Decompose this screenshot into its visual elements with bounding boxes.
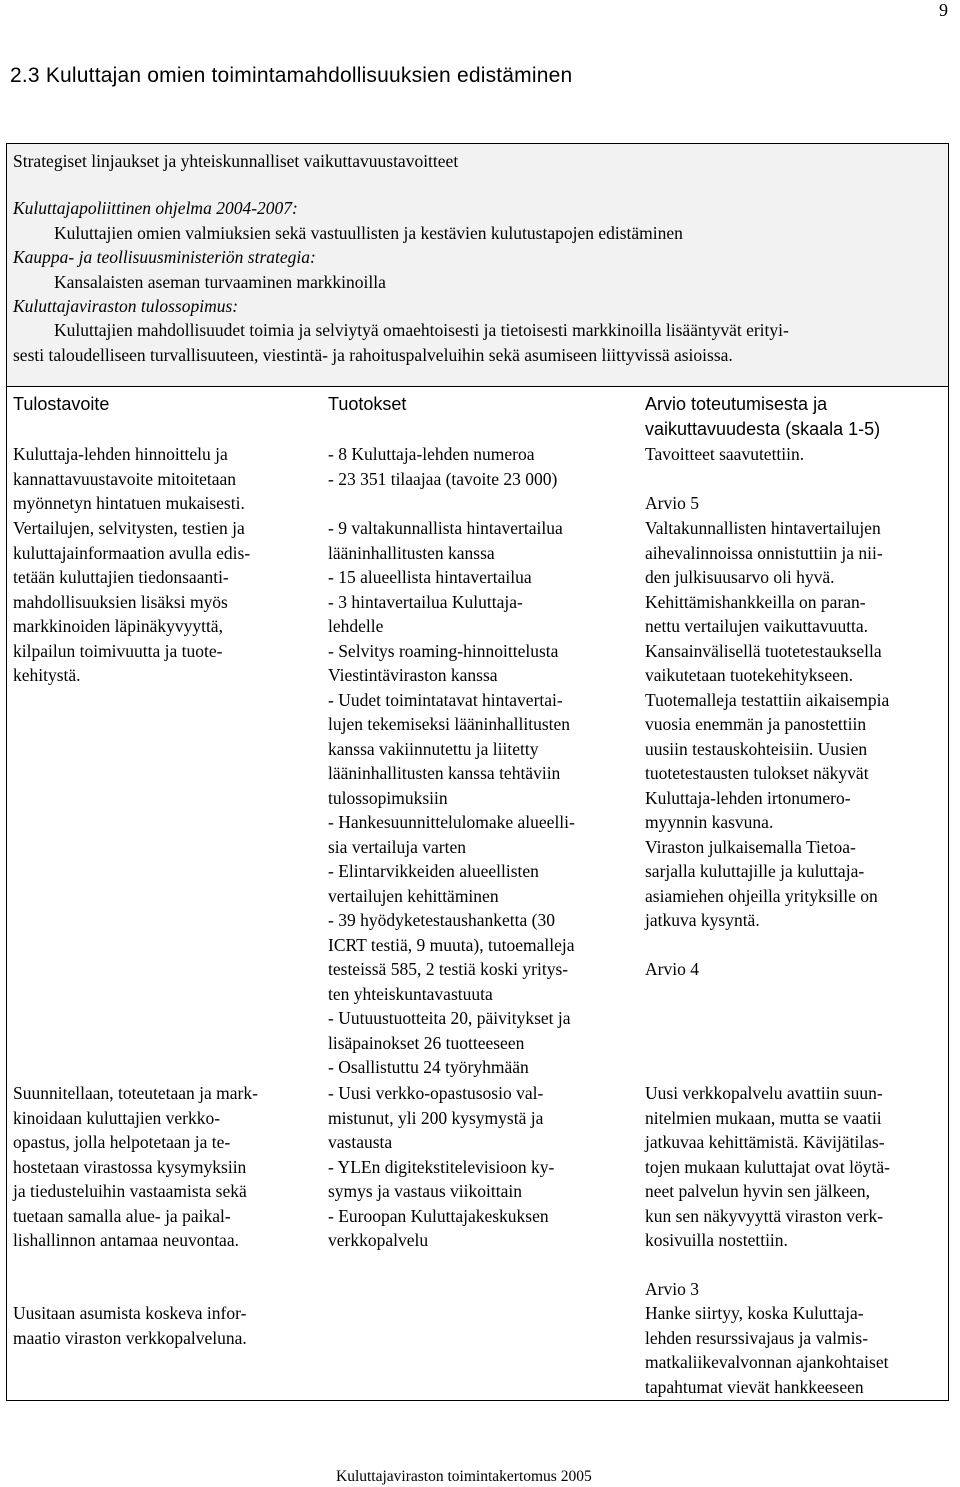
row1-assessment: Tavoitteet saavutettiin. Arvio 5 xyxy=(645,444,805,513)
strategy-title: Strategiset linjaukset ja yhteiskunnalliset vaikuttavuustavoitteet xyxy=(13,151,459,171)
row2-assessment: Valtakunnallisten hintavertailujen aihevalinnoissa onnistuttiin ja nii- den julkisuusarvo oli hyvä. Kehittämishankkeilla on paran- nettu vertailujen vaikuttavuutta. Kansainvälisellä tuotetestauksella vaikutetaan tuotekehitykseen. Tuotemalleja testattiin aikaisempia vuosia enemmän ja panostettiin uusiin testauskohteisiin. Uusien tuotetestausten tulokset näkyvät Kuluttaja-lehden irtonumero- myynnin kasvuna. Viraston julkaisemalla Tietoa- sarjalla kuluttajille ja kuluttaja- asiamiehen ohjeilla yrityksille on jatkuva kysyntä. Arvio 4 xyxy=(645,518,890,979)
agency-text-line2: sesti taloudelliseen turvallisuuteen, viestintä- ja rahoituspalveluihin sekä asumiseen liittyvissä asioissa. xyxy=(13,344,733,365)
page-number: 9 xyxy=(939,0,948,20)
row2-outputs: - 9 valtakunnallista hintavertailua lääninhallitusten kanssa - 15 alueellista hintavertailua - 3 hintavertailua Kuluttaja- lehdelle - Selvitys roaming-hinnoittelusta Viestintäviraston kanssa - Uudet toimintatavat hintavertai- lujen tekemiseksi lääninhallitusten kanssa vakiinnutettu ja liitetty lääninhallitusten kanssa tehtäviin tulossopimuksiin - Hankesuunnittelulomake alueelli- sia vertailuja varten - Elintarvikkeiden alueellisten vertailujen kehittäminen - 39 hyödyketestaushanketta (30 ICRT testiä, 9 muuta), tutoemalleja testeissä 585, 2 testiä koski yritys- ten yhteiskuntavastuuta - Uutuustuotteita 20, päivitykset ja lisäpainokset 26 tuotteeseen - Osallistuttu 24 työryhmään xyxy=(328,518,575,1077)
header-tulostavoite: Tulostavoite xyxy=(13,394,110,414)
row3-outputs: - Uusi verkko-opastusosio val- mistunut, yli 200 kysymystä ja vastausta - YLEn digitekstitelevisioon ky- symys ja vastaus viikoittain - Euroopan Kuluttajakeskuksen verkkopalvelu xyxy=(328,1083,555,1250)
strategy-box xyxy=(6,143,949,387)
footer: Kuluttajaviraston toimintakertomus 2005 xyxy=(336,1468,592,1485)
results-table xyxy=(6,387,949,1401)
program-text: Kuluttajien omien valmiuksien sekä vastuullisten ja kestävien kulutustapojen edistäminen xyxy=(54,222,683,243)
header-tuotokset: Tuotokset xyxy=(328,394,407,414)
agency-label: Kuluttajaviraston tulossopimus: xyxy=(13,296,239,317)
program-label: Kuluttajapoliittinen ohjelma 2004-2007: xyxy=(13,198,298,219)
row2-goal: Vertailujen, selvitysten, testien ja kuluttajainformaation avulla edis- tetään kuluttajien tiedonsaanti- mahdollisuuksien lisäksi myös markkinoiden läpinäkyvyyttä, kilpailun toimivuutta ja tuote- kehitystä. xyxy=(13,518,251,685)
ministry-label: Kauppa- ja teollisuusministeriön strategia: xyxy=(13,247,316,268)
row4-goal: Uusitaan asumista koskeva infor- maatio viraston verkkopalveluna. xyxy=(13,1303,247,1348)
row1-goal: Kuluttaja-lehden hinnoittelu ja kannattavuustavoite mitoitetaan myönnetyn hintatuen mukaisesti. xyxy=(13,444,245,513)
ministry-text: Kansalaisten aseman turvaaminen markkinoilla xyxy=(54,271,386,292)
row3-goal: Suunnitellaan, toteutetaan ja mark- kinoidaan kuluttajien verkko- opastus, jolla helpotetaan ja te- hostetaan virastossa kysymyksiin ja tiedusteluihin vastaamista sekä tuetaan samalla alue- ja paikal- lishallinnon antamaa neuvontaa. xyxy=(13,1083,258,1250)
row4-assessment: Hanke siirtyy, koska Kuluttaja- lehden resurssivajaus ja valmis- matkaliikevalvonnan ajankohtaiset tapahtumat vievät hankkeeseen xyxy=(645,1303,889,1397)
row1-outputs: - 8 Kuluttaja-lehden numeroa - 23 351 tilaajaa (tavoite 23 000) xyxy=(328,444,558,489)
header-arvio: Arvio toteutumisesta ja vaikuttavuudesta (skaala 1-5) xyxy=(645,394,881,439)
row3-assessment: Uusi verkkopalvelu avattiin suun- nitelmien mukaan, mutta se vaatii jatkuvaa kehittämistä. Kävijätilas- tojen mukaan kuluttajat ovat löytä- neet palvelun hyvin sen jälkeen, kun sen näkyvyyttä viraston verk- kosivuilla nostettiin. Arvio 3 xyxy=(645,1083,890,1299)
agency-text-line1: Kuluttajien mahdollisuudet toimia ja selviytyä omaehtoisesti ja tietoisesti markkinoilla lisääntyvät erityi- xyxy=(54,320,789,341)
section-heading: 2.3 Kuluttajan omien toimintamahdollisuuksien edistäminen xyxy=(10,64,573,87)
